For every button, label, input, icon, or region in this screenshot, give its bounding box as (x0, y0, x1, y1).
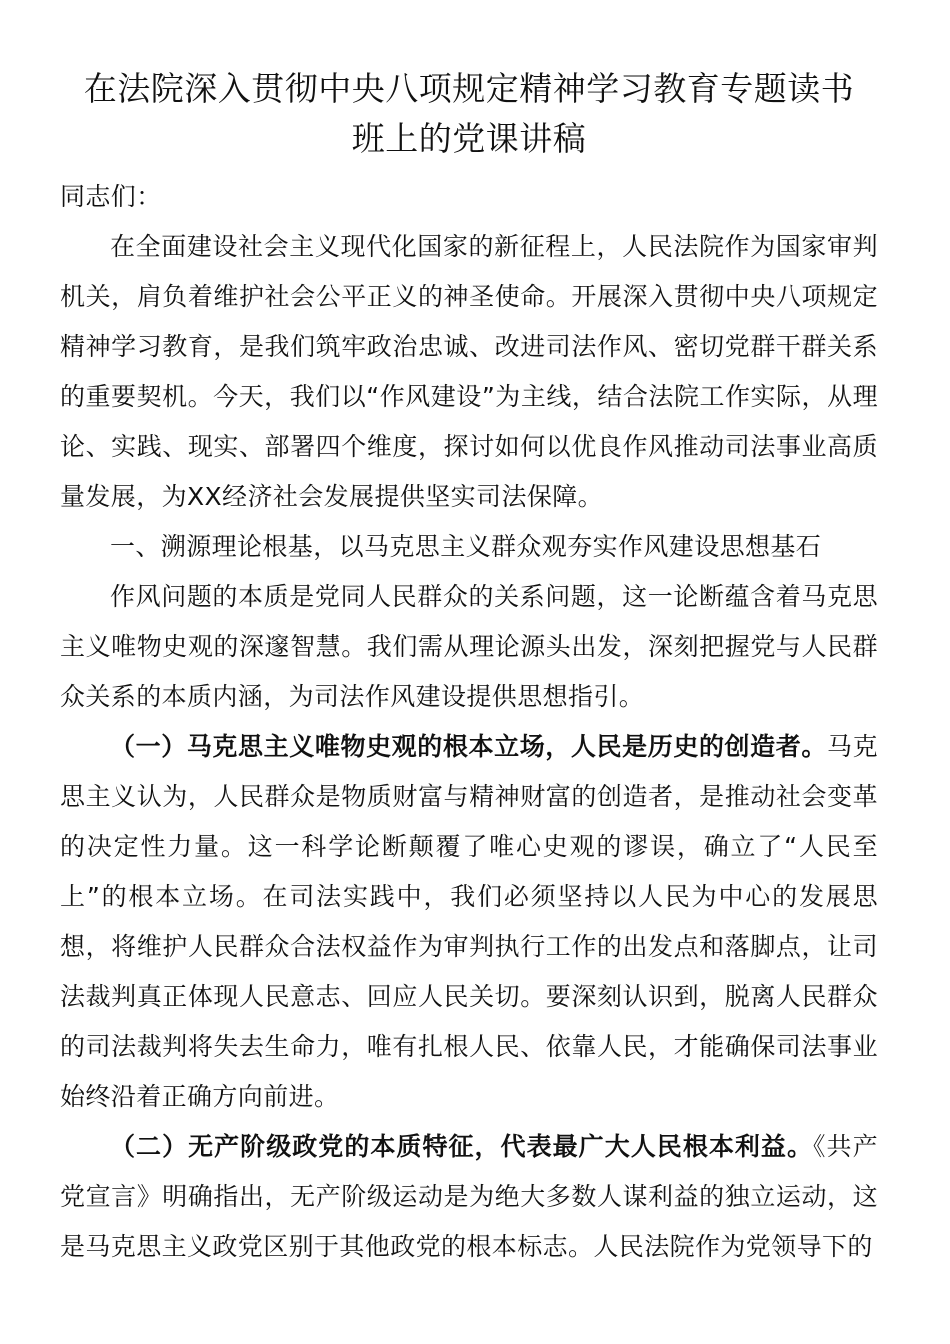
subsection-1 (60, 722, 878, 1122)
page-title (60, 64, 878, 164)
intro-paragraph: 在全面建设社会主义现代化国家的新征程上，人民法院作为国家审判机关，肩负着维护社会公平正义的神圣使命。开展深入贯彻中央八项规定精神学习教育，是我们筑牢政治忠诚、改进司法作风、密切党群干群关系的重要契机。今天，我们以“作风建设”为主线，结合法院工作实际，从理论、实践、现实、部署四个维度，探讨如何以优良作风推动司法事业高质量发展，为XX经济社会发展提供坚实司法保障。 (60, 232, 878, 511)
body-paragraph: 作风问题的本质是党同人民群众的关系问题，这一论断蕴含着马克思主义唯物史观的深邃智慧。我们需从理论源头出发，深刻把握党与人民群众关系的本质内涵，为司法作风建设提供思想指引。 (60, 582, 878, 711)
subsection-2 (60, 1122, 878, 1272)
title-line-1: 在法院深入贯彻中央八项规定精神学习教育专题读书 (83, 69, 855, 108)
subsection-1-body: 马克思主义认为，人民群众是物质财富与精神财富的创造者，是推动社会变革的决定性力量。这一科学论断颠覆了唯心史观的谬误，确立了“人民至上”的根本立场。在司法实践中，我们必须坚持以人民为中心的发展思想，将维护人民群众合法权益作为审判执行工作的出发点和落脚点，让司法裁判真正体现人民意志、回应人民关切。要深刻认识到，脱离人民群众的司法裁判将失去生命力，唯有扎根人民、依靠人民，才能确保司法事业始终沿着正确方向前进。 (60, 732, 878, 1111)
title-line-2: 班上的党课讲稿 (351, 119, 587, 158)
subsection-2-heading: （二）无产阶级政党的本质特征，代表最广大人民根本利益。 (110, 1132, 814, 1161)
section-heading-1: 一、溯源理论根基，以马克思主义群众观夯实作风建设思想基石 (110, 532, 822, 561)
subsection-2-body: 《共产党宣言》明确指出，无产阶级运动是为绝大多数人谋利益的独立运动，这是马克思主义政党区别于其他政党的根本标志。人民法院作为党领导下的 (60, 1132, 878, 1261)
subsection-1-heading: （一）马克思主义唯物史观的根本立场，人民是历史的创造者。 (110, 732, 827, 761)
salutation: 同志们： (60, 182, 162, 211)
